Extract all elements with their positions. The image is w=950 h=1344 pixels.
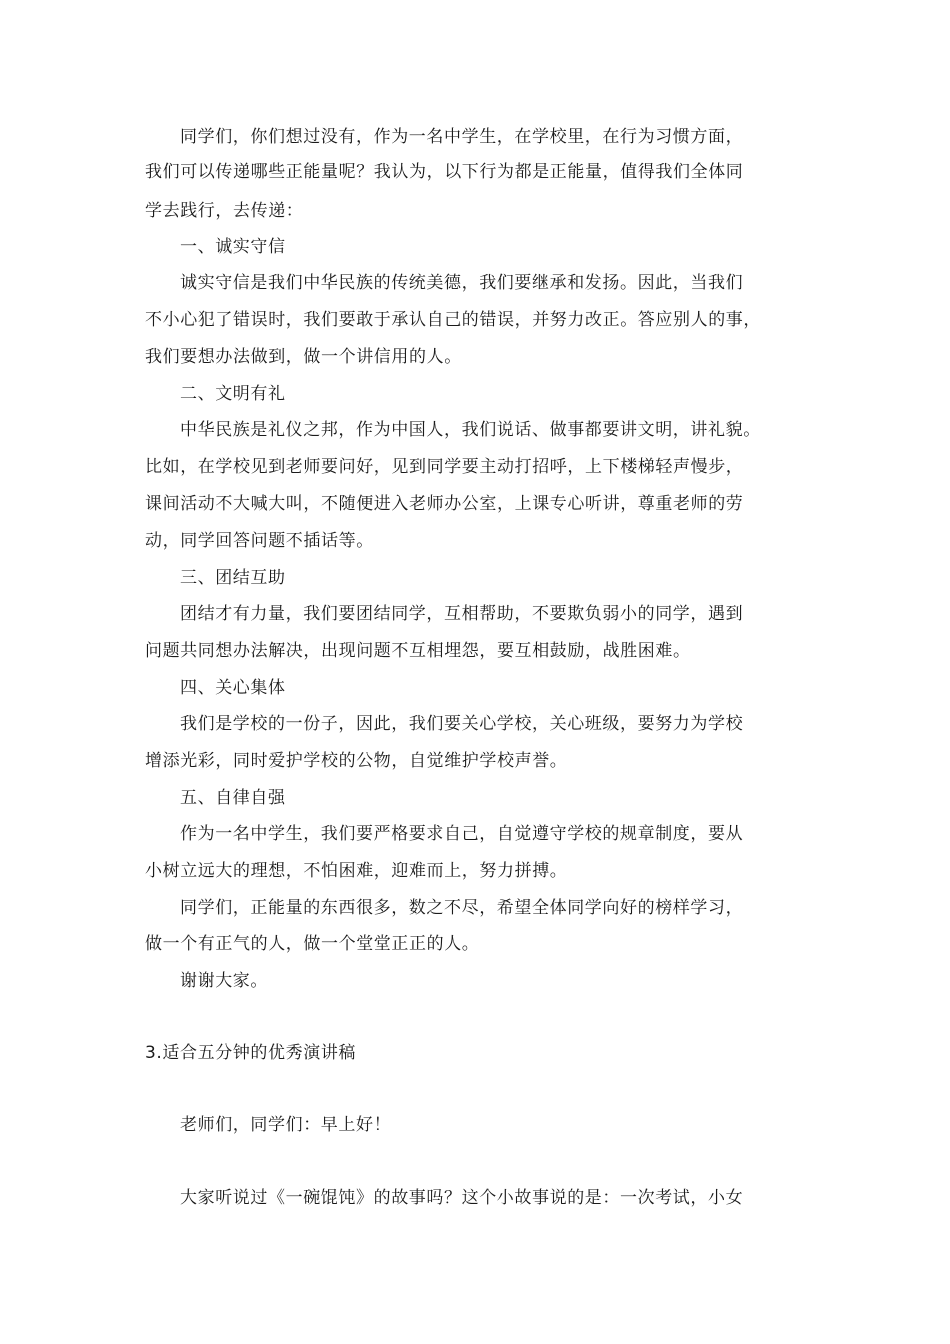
- paragraph-start-line: 大家听说过《一碗馄饨》的故事吗？这个小故事说的是：一次考试，小女: [180, 1188, 744, 1208]
- point-body-1-line-3: 我们要想办法做到，做一个讲信用的人。: [145, 347, 462, 367]
- point-title-2: 二、文明有礼: [180, 384, 286, 404]
- closing-line-1: 同学们，正能量的东西很多，数之不尽，希望全体同学向好的榜样学习，: [180, 898, 744, 918]
- thanks-line: 谢谢大家。: [180, 971, 268, 991]
- point-body-3-line-2: 问题共同想办法解决，出现问题不互相埋怨，要互相鼓励，战胜困难。: [145, 641, 691, 661]
- point-body-2-line-1: 中华民族是礼仪之邦，作为中国人，我们说话、做事都要讲文明，讲礼貌。: [180, 420, 761, 440]
- intro-line-3: 学去践行，去传递：: [145, 201, 304, 221]
- point-title-4: 四、关心集体: [180, 678, 286, 698]
- greeting-line: 老师们，同学们：早上好！: [180, 1115, 392, 1135]
- point-title-5: 五、自律自强: [180, 788, 286, 808]
- point-body-5-line-2: 小树立远大的理想，不怕困难，迎难而上，努力拼搏。: [145, 861, 568, 881]
- point-body-4-line-1: 我们是学校的一份子，因此，我们要关心学校，关心班级，要努力为学校: [180, 714, 744, 734]
- point-title-1: 一、诚实守信: [180, 237, 286, 257]
- point-body-1-line-1: 诚实守信是我们中华民族的传统美德，我们要继承和发扬。因此，当我们: [180, 273, 744, 293]
- point-body-4-line-2: 增添光彩，同时爱护学校的公物，自觉维护学校声誉。: [145, 751, 568, 771]
- closing-line-2: 做一个有正气的人，做一个堂堂正正的人。: [145, 934, 480, 954]
- intro-line-2: 我们可以传递哪些正能量呢？我认为，以下行为都是正能量，值得我们全体同: [145, 162, 744, 182]
- point-body-2-line-2: 比如，在学校见到老师要问好，见到同学要主动打招呼，上下楼梯轻声慢步，: [145, 457, 744, 477]
- point-body-5-line-1: 作为一名中学生，我们要严格要求自己，自觉遵守学校的规章制度，要从: [180, 824, 744, 844]
- point-body-2-line-3: 课间活动不大喊大叫，不随便进入老师办公室，上课专心听讲，尊重老师的劳: [145, 494, 744, 514]
- point-body-1-line-2: 不小心犯了错误时，我们要敢于承认自己的错误，并努力改正。答应别人的事，: [145, 310, 761, 330]
- point-title-3: 三、团结互助: [180, 568, 286, 588]
- section-heading: 3.适合五分钟的优秀演讲稿: [145, 1043, 357, 1063]
- point-body-3-line-1: 团结才有力量，我们要团结同学，互相帮助，不要欺负弱小的同学，遇到: [180, 604, 744, 624]
- point-body-2-line-4: 动，同学回答问题不插话等。: [145, 531, 374, 551]
- intro-line-1: 同学们，你们想过没有，作为一名中学生，在学校里，在行为习惯方面，: [180, 127, 744, 147]
